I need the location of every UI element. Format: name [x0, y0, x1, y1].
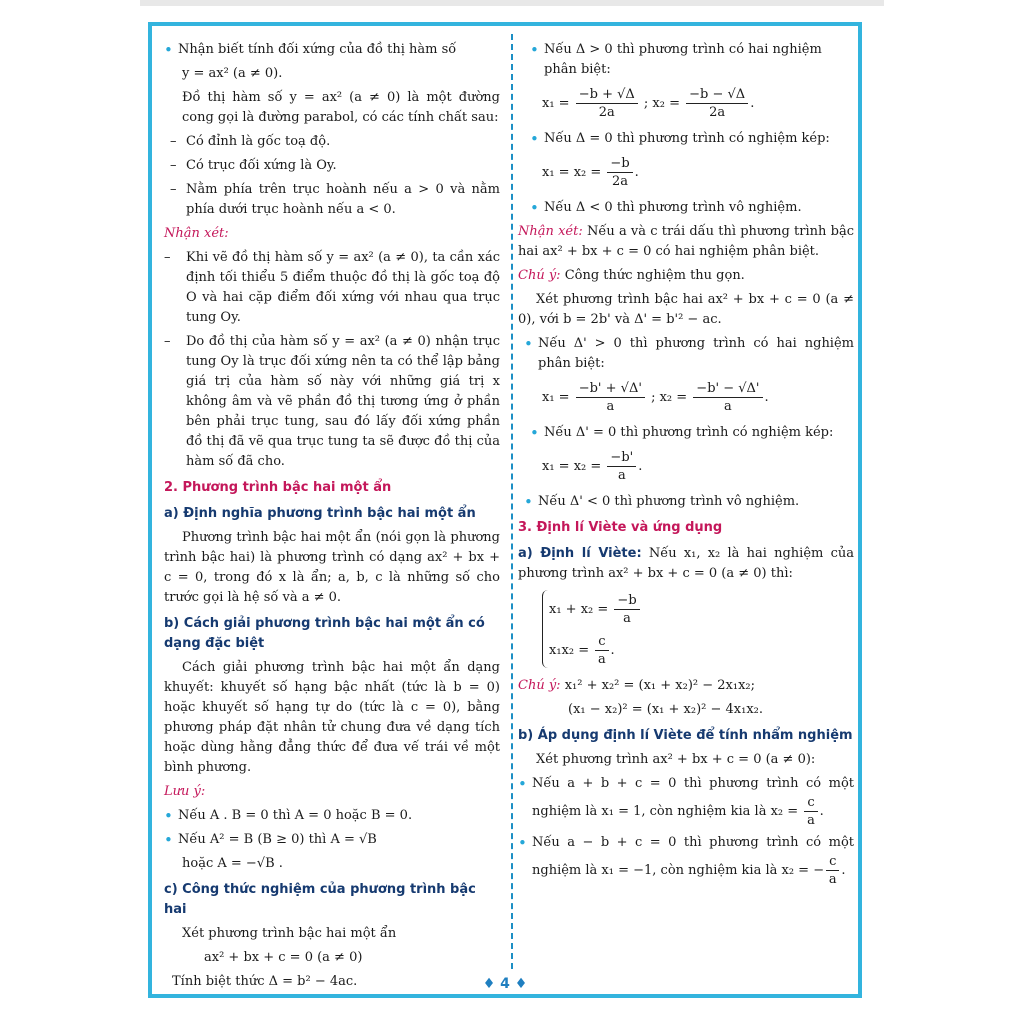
case-sum-zero: • Nếu a + b + c = 0 thì phương trình có một nghiệm là x₁ = 1, còn nghiệm kia là x₂ = $\frac{c}{a}$ . [518, 774, 854, 829]
delta-positive: • Nếu Δ > 0 thì phương trình có hai nghiệm phân biệt: [530, 40, 854, 80]
numerator: c [826, 853, 839, 871]
product-fraction [595, 633, 608, 668]
nhan-xet-item: – Khi vẽ đồ thị hàm số y = ax² (a ≠ 0), ta cần xác định tối thiểu 5 điểm thuộc đồ thị là gốc toạ độ O và hai cặp điểm đối xứng với nhau qua trục tung Oy. [164, 248, 500, 328]
numerator: −b [614, 592, 639, 610]
nhan-xet-right [518, 222, 854, 262]
section-2a-heading: a) Định nghĩa phương trình bậc hai một ẩn [164, 506, 476, 521]
reduced-intro: Xét phương trình bậc hai ax² + bx + c = 0 (a ≠ 0), với b = 2b' và Δ' = b'² − ac. [518, 292, 854, 327]
denominator: a [606, 399, 615, 414]
page-frame [148, 22, 862, 998]
chu-y-label: Chú ý: [518, 268, 561, 283]
definition-text: Phương trình bậc hai một ẩn (nói gọn là phương trình bậc hai) là phương trình có dạng ax² + bx + c = 0, trong đó x là ẩn; a, b, c là những số cho trước gọi là hệ số và a ≠ 0. [164, 530, 500, 605]
double-root-formula: x₁ = x₂ = $\frac{-b}{2a}$ . [542, 156, 639, 189]
double-root-label: x₁ = x₂ = [542, 165, 602, 180]
denominator: a [623, 611, 631, 626]
nhan-xet-item: – Do đồ thị của hàm số y = ax² (a ≠ 0) nhận trục tung Oy là trục đối xứng nên ta có thể lập bảng giá trị của hàm số này với những giá trị x không âm và vẽ phần đồ thị tương ứng ở phần bên phải trục tung, sau đó lấy đối xứng phần đồ thị đã vẽ qua trục tung ta sẽ được đồ thị của hàm số đã cho. [164, 332, 500, 472]
numerator: c [595, 633, 608, 651]
denominator: a [807, 813, 815, 828]
chu-y-identities [518, 676, 854, 696]
x2-label: ; x₂ = [643, 96, 680, 111]
delta-prime-positive: • Nếu Δ' > 0 thì phương trình có hai nghiệm phân biệt: [524, 334, 854, 374]
section-3a-heading: a) Định lí Viète: [518, 546, 642, 561]
numerator: −b' [607, 449, 636, 467]
bullet-symmetry [164, 40, 500, 60]
denominator: 2a [612, 174, 629, 189]
section-2b-heading: b) Cách giải phương trình bậc hai một ẩn có dạng đặc biệt [164, 616, 485, 651]
x1-label: x₁ = [542, 390, 570, 405]
double-root-fraction [607, 449, 636, 484]
discriminant: Tính biệt thức Δ = b² − 4ac. [172, 974, 358, 989]
x1-label: x₁ = [542, 96, 570, 111]
bullet-text: Nhận biết tính đối xứng của đồ thị hàm số [178, 42, 457, 57]
denominator: 2a [709, 105, 726, 120]
viete-sum [549, 592, 642, 627]
double-root-fraction [607, 155, 632, 190]
denominator: a [724, 399, 732, 414]
sum-fraction [614, 592, 639, 627]
formula-intro: Xét phương trình bậc hai một ẩn [182, 926, 397, 941]
numerator: c [804, 794, 817, 812]
prop-item: – Nằm phía trên trục hoành nếu a > 0 và nằm phía dưới trục hoành nếu a < 0. [164, 180, 500, 220]
delta-negative: • Nếu Δ < 0 thì phương trình vô nghiệm. [530, 198, 854, 218]
column-divider [511, 34, 513, 969]
denominator: 2a [598, 105, 615, 120]
numerator: −b − √Δ [686, 86, 748, 104]
denominator: a [828, 872, 837, 887]
x2-fraction [693, 380, 762, 415]
viete-theorem [518, 544, 854, 584]
identity-1: x₁² + x₂² = (x₁ + x₂)² − 2x₁x₂; [564, 678, 756, 693]
chu-y-text: Công thức nghiệm thu gọn. [564, 268, 745, 283]
prop-item: – Có trục đối xứng là Oy. [164, 156, 500, 176]
apply-intro: Xét phương trình ax² + bx + c = 0 (a ≠ 0): [536, 752, 816, 767]
luu-y-item: • Nếu A . B = 0 thì A = 0 hoặc B = 0. [164, 806, 500, 826]
roots-formula: x₁ = $\frac{-b + √\Delta}{2a}$ ; x₂ = $\frac{-b - √\Delta}{2a}$ . [542, 87, 755, 120]
general-equation: ax² + bx + c = 0 (a ≠ 0) [204, 950, 363, 965]
denominator: a [598, 652, 606, 667]
viete-product: x₁x₂ = $\frac{c}{a}$ . [549, 634, 615, 667]
case-text: Nếu a + b + c = 0 thì phương trình có một nghiệm là x₁ = 1, còn nghiệm kia là x₂ = [532, 776, 854, 819]
numerator: −b' − √Δ' [693, 380, 762, 398]
x2-label: ; x₂ = [651, 390, 688, 405]
delta-prime-zero: • Nếu Δ' = 0 thì phương trình có nghiệm kép: [530, 423, 854, 443]
right-column [518, 40, 854, 892]
case-fraction [826, 853, 839, 888]
numerator: −b + √Δ [576, 86, 638, 104]
formula-y-ax2: y = ax² (a ≠ 0). [182, 66, 283, 81]
parabol-intro: Đồ thị hàm số y = ax² (a ≠ 0) là một đường cong gọi là đường parabol, có các tính chất sau: [182, 90, 500, 125]
reduced-roots-formula: x₁ = $\frac{-b' + √\Delta'}{a}$ ; x₂ = $\frac{-b' - √\Delta'}{a}$ . [542, 381, 769, 414]
system-brace [542, 590, 642, 668]
identity-2: (x₁ − x₂)² = (x₁ + x₂)² − 4x₁x₂. [568, 702, 763, 717]
page-number: ♦ 4 ♦ [482, 976, 528, 992]
section-3-heading: 3. Định lí Viète và ứng dụng [518, 520, 723, 535]
viete-system [518, 590, 854, 668]
x1-fraction [576, 380, 645, 415]
x1-fraction [576, 86, 638, 121]
top-edge [140, 0, 884, 6]
case-text: Nếu a − b + c = 0 thì phương trình có một nghiệm là x₁ = −1, còn nghiệm kia là x₂ = − [532, 835, 854, 878]
numerator: −b' + √Δ' [576, 380, 645, 398]
luu-y-label: Lưu ý: [164, 784, 206, 799]
denominator: a [617, 468, 626, 483]
nhan-xet-label: Nhận xét: [518, 224, 583, 239]
special-case-text: Cách giải phương trình bậc hai một ẩn dạng khuyết: khuyết số hạng bậc nhất (tức là b = 0) hoặc khuyết số hạng tự do (tức là c = 0), bằng phương pháp đặt nhân tử chung đưa về dạng tích hoặc dùng hằng đẳng thức để đưa vế trái về một bình phương. [164, 660, 500, 775]
luu-y-item-cont: hoặc A = −√B . [182, 856, 283, 871]
sum-label: x₁ + x₂ = [549, 602, 609, 617]
chu-y-reduced [518, 266, 854, 286]
section-2-heading: 2. Phương trình bậc hai một ẩn [164, 480, 392, 495]
section-2c-heading: c) Công thức nghiệm của phương trình bậc hai [164, 882, 476, 917]
left-column [164, 40, 500, 996]
chu-y-label: Chú ý: [518, 678, 561, 693]
product-label: x₁x₂ = [549, 643, 590, 658]
viete-text: Nếu x₁, x₂ là hai nghiệm của phương trình ax² + bx + c = 0 (a ≠ 0) thì: [518, 546, 854, 581]
numerator: −b [607, 155, 632, 173]
x2-fraction [686, 86, 748, 121]
case-fraction [804, 794, 817, 829]
reduced-double-root: x₁ = x₂ = $\frac{-b'}{a}$ . [542, 450, 643, 483]
delta-prime-negative: • Nếu Δ' < 0 thì phương trình vô nghiệm. [524, 492, 854, 512]
nhan-xet-text: Nếu a và c trái dấu thì phương trình bậc hai ax² + bx + c = 0 có hai nghiệm phân biệt. [518, 224, 854, 259]
nhan-xet-label: Nhận xét: [164, 226, 229, 241]
delta-zero: • Nếu Δ = 0 thì phương trình có nghiệm kép: [530, 129, 854, 149]
prop-item: – Có đỉnh là gốc toạ độ. [164, 132, 500, 152]
double-root-label: x₁ = x₂ = [542, 459, 602, 474]
section-3b-heading: b) Áp dụng định lí Viète để tính nhẩm nghiệm [518, 728, 853, 743]
case-alt-sum-zero: • Nếu a − b + c = 0 thì phương trình có một nghiệm là x₁ = −1, còn nghiệm kia là x₂ = − $\frac{c}{a}$ . [518, 833, 854, 888]
luu-y-item: • Nếu A² = B (B ≥ 0) thì A = √B [164, 830, 500, 850]
